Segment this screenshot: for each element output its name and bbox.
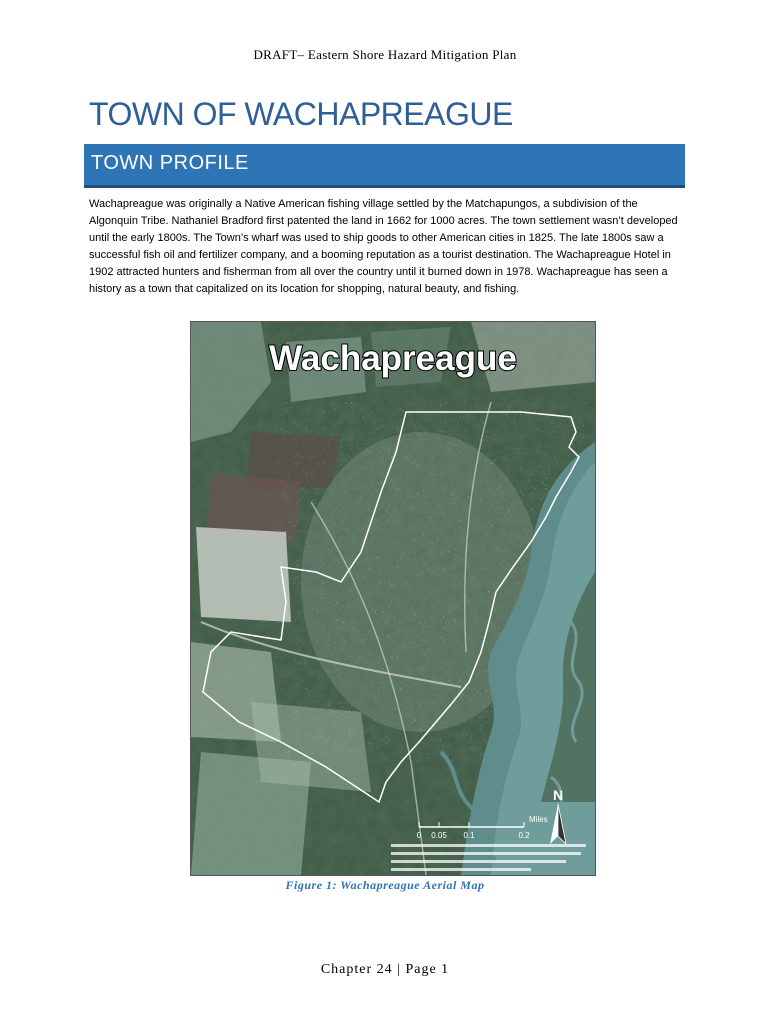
page-title: TOWN OF WACHAPREAGUE [89, 96, 513, 132]
aerial-map-image [191, 322, 595, 875]
scale-tick-0: 0 [416, 831, 422, 840]
page-header: DRAFT– Eastern Shore Hazard Mitigation Plan [253, 47, 517, 62]
field-light [196, 527, 291, 622]
figure-caption: Figure 1: Wachapreague Aerial Map [285, 878, 485, 892]
profile-paragraph: Wachapreague was originally a Native American fishing village settled by the Matchapungos, a subdivision of the Algonquin Tribe. Nathaniel Bradford first patented the land in 1662 for 1000 acres. The town settlement wasn’t developed until the early 1800s. The Town’s wharf was used to ship goods to other American cities in 1825. The late 1800s saw a successful fish oil and fertilizer company, and a booming reputation as a tourist destination. The Wachapreague Hotel in 1902 attracted hunters and fisherman from all over the country until it burned down in 1978. Wachapreague has seen a history as a town that capitalized on its location for shopping, natural beauty, and fishing. [89, 198, 678, 296]
scale-tick-3: 0.2 [518, 831, 530, 840]
scale-unit: Miles [529, 815, 548, 824]
north-label: N [552, 787, 564, 803]
aerial-map [190, 321, 596, 876]
scale-tick-1: 0.05 [431, 831, 447, 840]
section-heading-bar [84, 144, 685, 188]
map-label: Wachapreague [269, 339, 517, 378]
scale-tick-2: 0.1 [463, 831, 475, 840]
section-heading: TOWN PROFILE [91, 152, 249, 174]
page-footer: Chapter 24 | Page 1 [320, 962, 450, 977]
